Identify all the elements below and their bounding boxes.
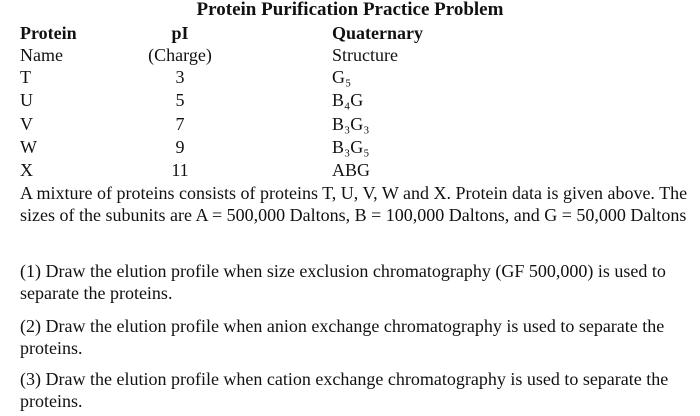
header-quaternary: Quaternary xyxy=(332,23,423,43)
protein-pi: 7 xyxy=(175,114,185,134)
question-1: (1) Draw the elution profile when size exclusion chromatography (GF 500,000) is used to separate the proteins. xyxy=(20,261,666,303)
protein-structure: B₃G₅ xyxy=(332,137,370,157)
protein-name: V xyxy=(20,114,33,134)
protein-name: U xyxy=(20,90,33,110)
protein-structure: ABG xyxy=(332,160,371,180)
protein-name: W xyxy=(20,137,37,157)
protein-name: T xyxy=(20,67,31,87)
intro-paragraph: A mixture of proteins consists of proteins T, U, V, W and X. Protein data is given above. The sizes of the subunits are A = 500,000 Daltons, B = 100,000 Daltons, and G = 50,000 Daltons xyxy=(20,183,688,225)
header-protein: Protein xyxy=(20,23,77,43)
header-structure: Structure xyxy=(332,45,398,65)
question-3: (3) Draw the elution profile when cation exchange chromatography is used to separate the proteins. xyxy=(20,369,669,411)
header-name: Name xyxy=(20,45,63,65)
header-pi: pI xyxy=(171,23,189,43)
protein-pi: 5 xyxy=(175,90,185,110)
protein-structure: G₅ xyxy=(332,67,352,87)
protein-name: X xyxy=(20,160,33,180)
question-2: (2) Draw the elution profile when anion exchange chromatography is used to separate the proteins. xyxy=(20,316,665,358)
protein-pi: 11 xyxy=(171,160,189,180)
page-title: Protein Purification Practice Problem xyxy=(196,0,504,20)
protein-structure: B₄G xyxy=(332,90,364,110)
protein-pi: 3 xyxy=(175,67,185,87)
header-charge: (Charge) xyxy=(148,45,212,65)
protein-pi: 9 xyxy=(175,137,185,157)
protein-structure: B₃G₃ xyxy=(332,114,370,134)
